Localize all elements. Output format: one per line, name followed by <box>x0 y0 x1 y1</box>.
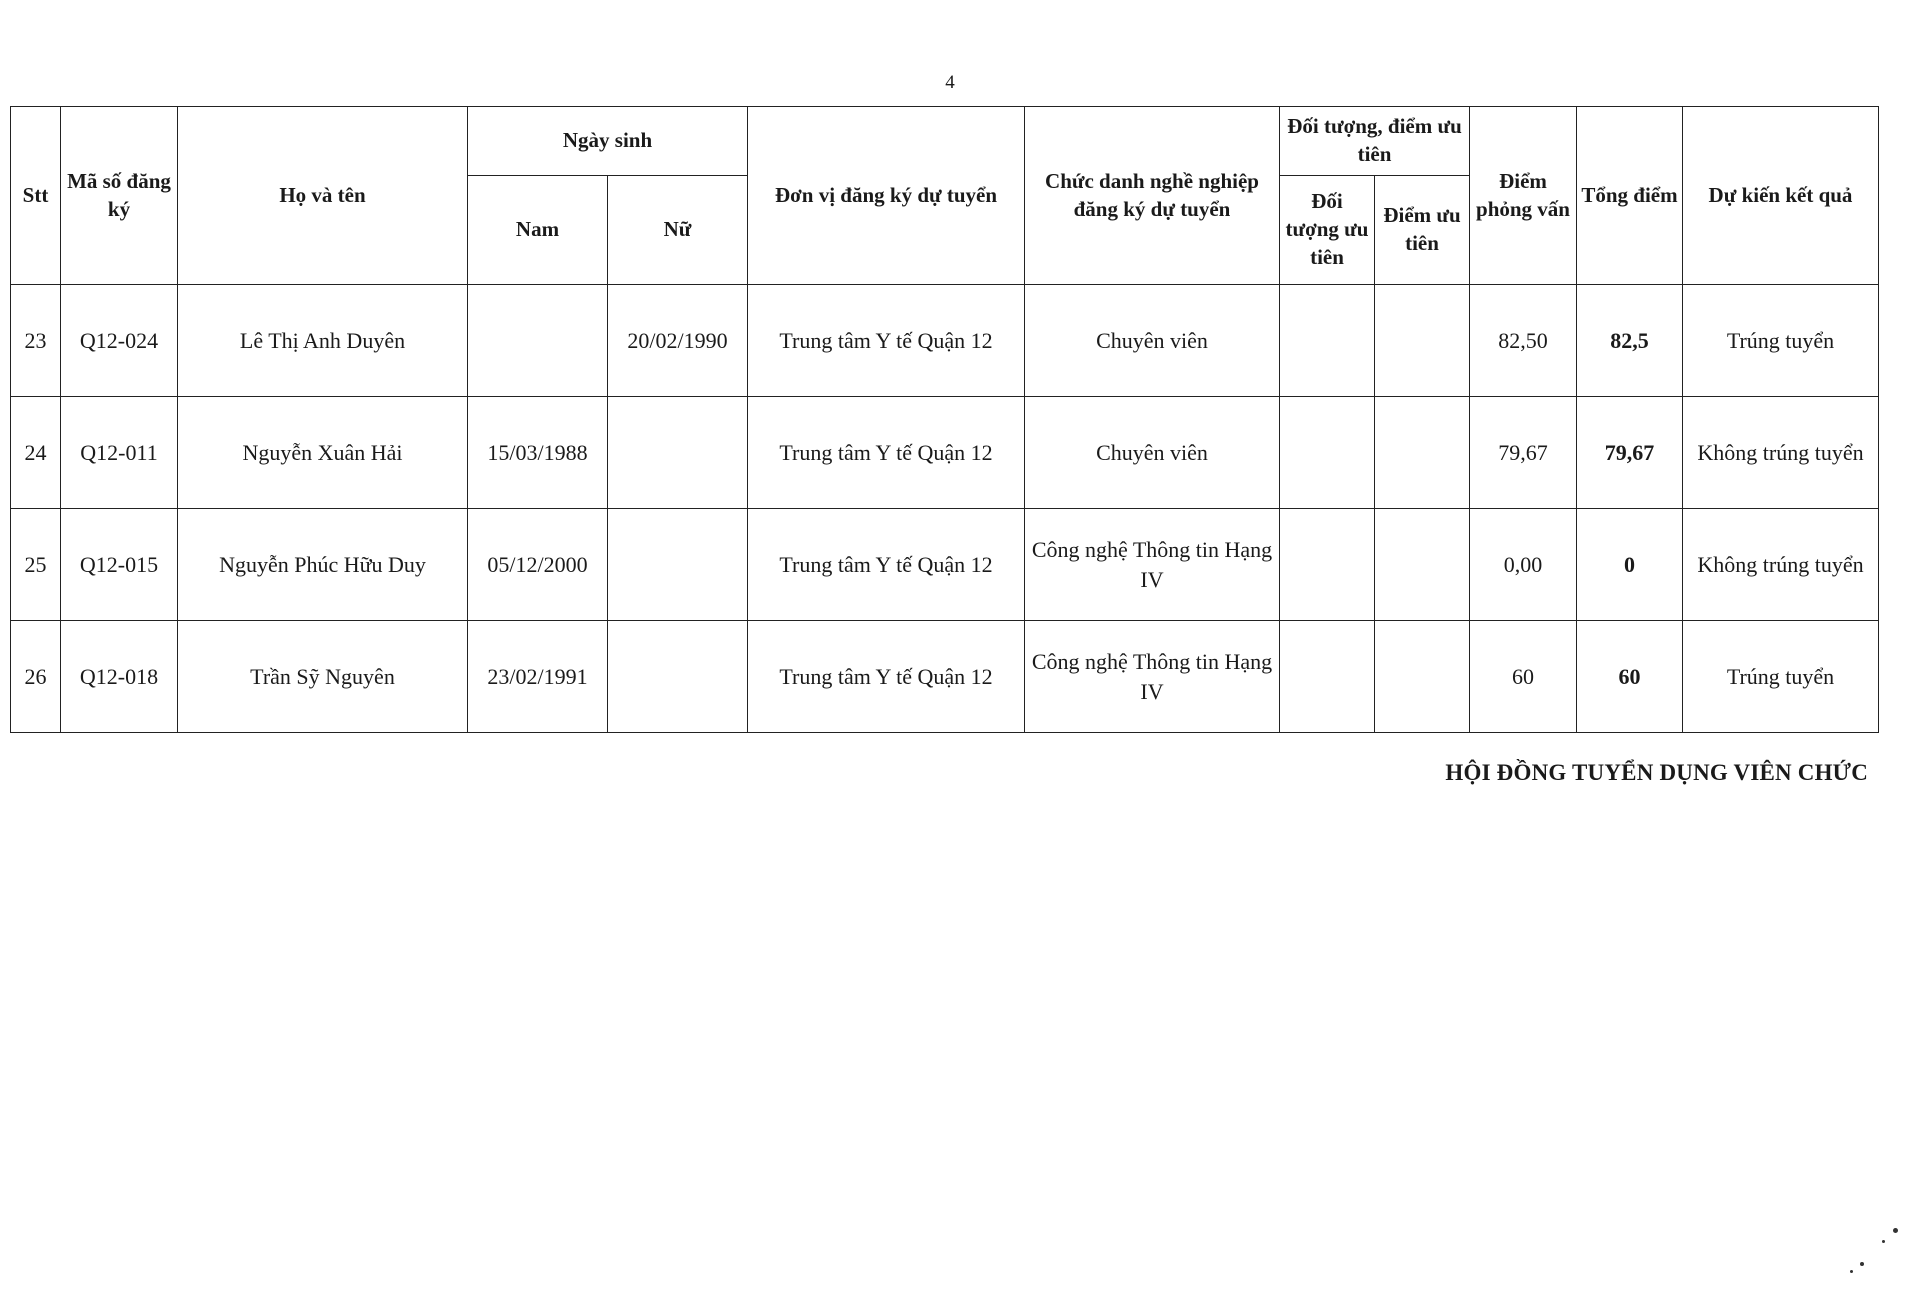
scan-speck <box>1860 1262 1864 1266</box>
cell-ket-qua: Không trúng tuyển <box>1683 509 1879 621</box>
cell-doi-tuong <box>1280 509 1375 621</box>
cell-stt: 25 <box>11 509 61 621</box>
cell-tong-diem: 79,67 <box>1577 397 1683 509</box>
cell-tong-diem: 82,5 <box>1577 285 1683 397</box>
cell-ho-ten: Lê Thị Anh Duyên <box>178 285 468 397</box>
cell-chuc-danh: Công nghệ Thông tin Hạng IV <box>1025 621 1280 733</box>
results-table <box>10 106 1879 733</box>
header-nam: Nam <box>468 176 608 285</box>
cell-nam: 05/12/2000 <box>468 509 608 621</box>
table-row <box>11 397 1879 509</box>
cell-nam: 23/02/1991 <box>468 621 608 733</box>
header-doi-tuong: Đối tượng ưu tiên <box>1280 176 1375 285</box>
scan-speck <box>1882 1240 1885 1243</box>
header-diem-phong-van: Điểm phỏng vấn <box>1470 107 1577 285</box>
cell-diem-phong-van: 82,50 <box>1470 285 1577 397</box>
table-body <box>11 285 1879 733</box>
header-ho-ten: Họ và tên <box>178 107 468 285</box>
cell-doi-tuong <box>1280 285 1375 397</box>
cell-chuc-danh: Chuyên viên <box>1025 397 1280 509</box>
header-don-vi: Đơn vị đăng ký dự tuyển <box>748 107 1025 285</box>
cell-doi-tuong <box>1280 397 1375 509</box>
cell-diem-phong-van: 60 <box>1470 621 1577 733</box>
cell-ho-ten: Nguyễn Xuân Hải <box>178 397 468 509</box>
header-stt: Stt <box>11 107 61 285</box>
cell-nam: 15/03/1988 <box>468 397 608 509</box>
cell-nu: 20/02/1990 <box>608 285 748 397</box>
cell-diem-uu-tien <box>1375 509 1470 621</box>
cell-tong-diem: 0 <box>1577 509 1683 621</box>
cell-diem-uu-tien <box>1375 621 1470 733</box>
header-tong-diem: Tổng điểm <box>1577 107 1683 285</box>
cell-stt: 23 <box>11 285 61 397</box>
cell-ket-qua: Trúng tuyển <box>1683 621 1879 733</box>
cell-stt: 24 <box>11 397 61 509</box>
cell-ho-ten: Nguyễn Phúc Hữu Duy <box>178 509 468 621</box>
cell-ma-so: Q12-015 <box>61 509 178 621</box>
table-row <box>11 285 1879 397</box>
header-du-kien: Dự kiến kết quả <box>1683 107 1879 285</box>
cell-ho-ten: Trần Sỹ Nguyên <box>178 621 468 733</box>
cell-stt: 26 <box>11 621 61 733</box>
cell-diem-phong-van: 0,00 <box>1470 509 1577 621</box>
header-diem-uu-tien: Điểm ưu tiên <box>1375 176 1470 285</box>
header-doi-tuong-diem: Đối tượng, điểm ưu tiên <box>1280 107 1470 176</box>
cell-diem-uu-tien <box>1375 397 1470 509</box>
cell-diem-phong-van: 79,67 <box>1470 397 1577 509</box>
cell-don-vi: Trung tâm Y tế Quận 12 <box>748 621 1025 733</box>
signature-heading: HỘI ĐỒNG TUYỂN DỤNG VIÊN CHỨC <box>1445 760 1868 785</box>
cell-ma-so: Q12-018 <box>61 621 178 733</box>
cell-ket-qua: Trúng tuyển <box>1683 285 1879 397</box>
cell-don-vi: Trung tâm Y tế Quận 12 <box>748 509 1025 621</box>
cell-nam <box>468 285 608 397</box>
table-row <box>11 509 1879 621</box>
cell-don-vi: Trung tâm Y tế Quận 12 <box>748 397 1025 509</box>
cell-nu <box>608 397 748 509</box>
table-row <box>11 621 1879 733</box>
cell-chuc-danh: Công nghệ Thông tin Hạng IV <box>1025 509 1280 621</box>
cell-diem-uu-tien <box>1375 285 1470 397</box>
header-nu: Nữ <box>608 176 748 285</box>
cell-chuc-danh: Chuyên viên <box>1025 285 1280 397</box>
cell-ket-qua: Không trúng tuyển <box>1683 397 1879 509</box>
page-number: 4 <box>945 72 955 93</box>
cell-ma-so: Q12-024 <box>61 285 178 397</box>
cell-ma-so: Q12-011 <box>61 397 178 509</box>
cell-doi-tuong <box>1280 621 1375 733</box>
table-header <box>11 107 1879 285</box>
header-chuc-danh: Chức danh nghề nghiệp đăng ký dự tuyển <box>1025 107 1280 285</box>
header-ngay-sinh: Ngày sinh <box>468 107 748 176</box>
scan-speck <box>1850 1270 1853 1273</box>
cell-nu <box>608 509 748 621</box>
cell-don-vi: Trung tâm Y tế Quận 12 <box>748 285 1025 397</box>
cell-tong-diem: 60 <box>1577 621 1683 733</box>
header-ma-so: Mã số đăng ký <box>61 107 178 285</box>
scan-speck <box>1893 1228 1898 1233</box>
cell-nu <box>608 621 748 733</box>
